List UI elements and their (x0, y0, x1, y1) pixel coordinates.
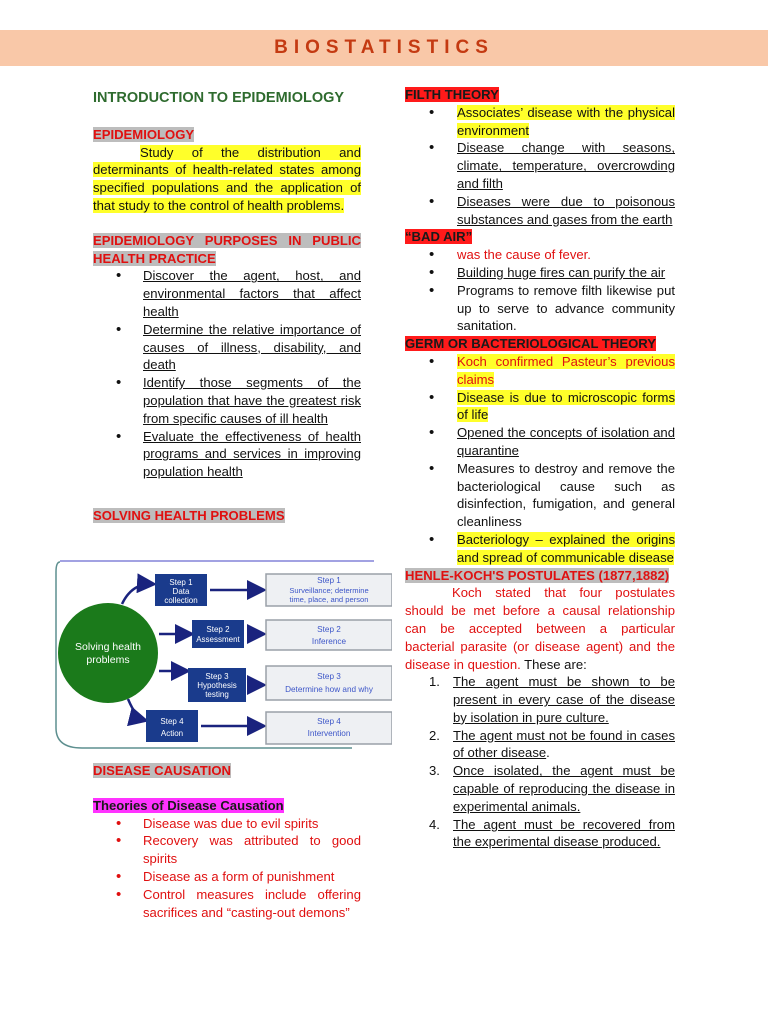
svg-text:Surveillance; determine: Surveillance; determine (289, 586, 369, 595)
left-column (93, 86, 361, 525)
svg-text:Step 2: Step 2 (317, 625, 341, 634)
svg-text:Data: Data (172, 587, 190, 596)
filth-heading: FILTH THEORY (405, 87, 499, 102)
svg-text:Step 3: Step 3 (317, 672, 341, 681)
list-item: 1. The agent must be shown to be present in every case of the disease by isolation in pure culture. (429, 674, 675, 725)
list-item: • Measures to destroy and remove the bacteriological cause such as disinfection, fumigation, and general cleanliness (405, 460, 675, 531)
list-item: • Disease was due to evil spirits (93, 815, 361, 833)
list-item: 2. The agent must not be found in cases of other disease. (429, 727, 675, 761)
list-item: • Koch confirmed Pasteur’s previous claims (405, 353, 675, 389)
list-item: • was the cause of fever. (405, 246, 675, 264)
bad-air-heading: “BAD AIR” (405, 229, 473, 245)
svg-text:Determine how and why: Determine how and why (285, 685, 373, 694)
list-item: • Identify those segments of the population that have the greatest risk from specific causes of ill health (93, 374, 361, 427)
list-item: • Associates’ disease with the physical environment (405, 104, 675, 140)
list-item: • Bacteriology – explained the origins and spread of communicable disease (405, 531, 675, 567)
svg-text:time, place, and person: time, place, and person (289, 595, 369, 604)
henle-heading: HENLE-KOCH'S POSTULATES (1877,1882) (405, 567, 670, 583)
svg-text:Action: Action (160, 729, 184, 738)
germ-list (405, 353, 675, 567)
theories-heading: Theories of Disease Causation (93, 797, 284, 813)
list-item: • Disease change with seasons, climate, temperature, overcrowding and filth (405, 139, 675, 192)
svg-text:Step 2: Step 2 (206, 625, 230, 634)
center-label-2: problems (86, 654, 130, 666)
list-item: • Diseases were due to poisonous substances and gases from the earth (405, 193, 675, 229)
center-label-1: Solving health (75, 641, 141, 653)
list-item: • Recovery was attributed to good spirits (93, 832, 361, 868)
postulates-list (405, 673, 675, 851)
svg-text:Intervention: Intervention (307, 729, 351, 738)
solving-heading: SOLVING HEALTH PROBLEMS (93, 507, 285, 523)
theories-list (93, 815, 361, 922)
svg-text:Hypothesis: Hypothesis (197, 681, 237, 690)
svg-text:testing: testing (205, 690, 229, 699)
list-item: • Evaluate the effectiveness of health programs and services in improving population health (93, 428, 361, 481)
left-column-lower (93, 762, 361, 921)
page-title: BIOSTATISTICS (274, 37, 494, 58)
henle-intro: Koch stated that four postulates should be met before a causal relationship can be accepted between a particular bacterial parasite (or disease agent) and the disease in question. These are: (405, 585, 675, 672)
svg-text:Step 3: Step 3 (205, 672, 229, 681)
svg-text:Inference: Inference (311, 637, 347, 646)
center-circle (58, 603, 158, 703)
germ-heading: GERM OR BACTERIOLOGICAL THEORY (405, 336, 656, 352)
svg-text:Step 1: Step 1 (169, 578, 193, 587)
svg-text:collection: collection (164, 596, 198, 605)
purposes-heading: EPIDEMIOLOGY PURPOSES IN PUBLIC HEALTH PRACTICE (93, 232, 361, 266)
causation-heading: DISEASE CAUSATION (93, 763, 231, 778)
list-item: • Building huge fires can purify the air (405, 264, 675, 282)
right-column (405, 86, 675, 851)
intro-title: INTRODUCTION TO EPIDEMIOLOGY (93, 90, 345, 106)
list-item: 4. The agent must be recovered from the experimental disease produced. (429, 816, 675, 850)
title-banner (0, 30, 768, 66)
svg-text:Step 1: Step 1 (317, 576, 341, 585)
list-item: • Discover the agent, host, and environmental factors that affect health (93, 267, 361, 320)
list-item: 3. Once isolated, the agent must be capable of reproducing the disease in experimental animals. (429, 763, 675, 814)
list-item: • Programs to remove filth likewise put up to serve to advance community sanitation. (405, 282, 675, 335)
list-item: • Disease is due to microscopic forms of life (405, 389, 675, 425)
svg-text:Step 4: Step 4 (160, 717, 184, 726)
solving-health-problems-diagram (52, 558, 392, 753)
epidemiology-heading: EPIDEMIOLOGY (93, 126, 195, 142)
purposes-list (93, 267, 361, 481)
epidemiology-definition: Study of the distribution and determinants of health-related states among specified populations and the application of that study to the control of health problems. (93, 144, 361, 213)
filth-list (405, 104, 675, 229)
list-item: • Disease as a form of punishment (93, 868, 361, 886)
svg-text:Assessment: Assessment (196, 635, 240, 644)
svg-text:Step 4: Step 4 (317, 717, 341, 726)
list-item: • Determine the relative importance of causes of illness, disability, and death (93, 321, 361, 374)
list-item: • Opened the concepts of isolation and quarantine (405, 424, 675, 460)
bad-air-list (405, 246, 675, 335)
list-item: • Control measures include offering sacrifices and “casting-out demons” (93, 886, 361, 922)
